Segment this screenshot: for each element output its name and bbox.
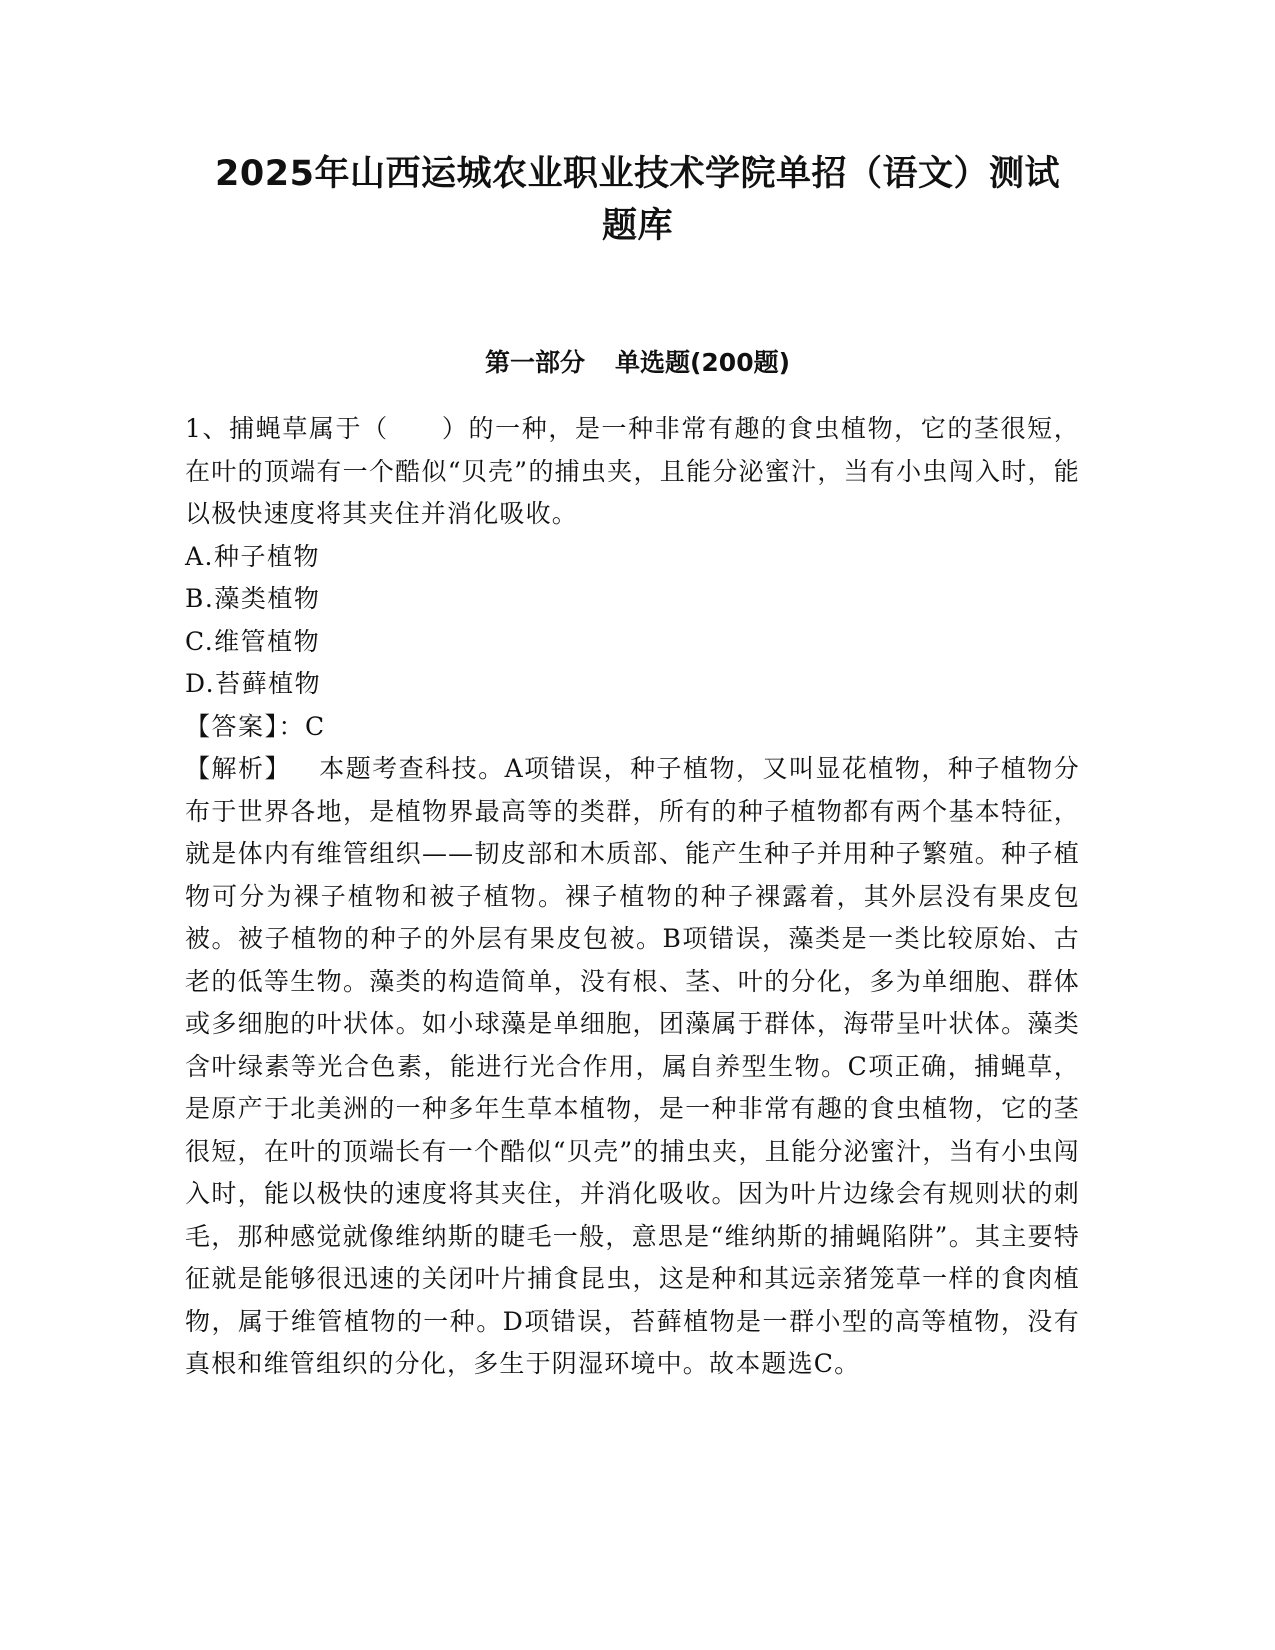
answer-options [185,536,1080,706]
document-title-line-2: 题库 [601,206,673,246]
option-a: A.种子植物 [185,541,321,571]
section-name: 单选题(200题) [614,348,791,377]
option-d: D.苔藓植物 [185,669,322,698]
section-heading [150,346,1125,380]
section-part-label: 第一部分 [484,348,585,377]
answer-label: 【答案】： [185,711,306,741]
analysis-paragraph [185,748,1080,1386]
answer-value: C [305,711,326,741]
option-c: C.维管植物 [185,626,321,656]
option-b: B.藻类植物 [185,584,321,613]
document-title-line-1: 2025年山西运城农业职业技术学院单招（语文）测试 [215,154,1060,194]
question-stem: 1、捕蝇草属于（ ）的一种，是一种非常有趣的食虫植物，它的茎很短，在叶的顶端有一个酷似“贝壳”的捕虫夹，且能分泌蜜汁，当有小虫闯入时，能以极快速度将其夹住并消化吸收。 [185,414,1080,528]
question-block [185,408,1080,1386]
analysis-label: 【解析】 [185,754,291,783]
document-title [150,148,1125,252]
answer-line [185,706,1080,749]
analysis-text: 本题考查科技。A项错误，种子植物，又叫显花植物，种子植物分布于世界各地，是植物界最高等的类群，所有的种子植物都有两个基本特征，就是体内有维管组织——韧皮部和木质部、能产生种子并用种子繁殖。种子植物可分为裸子植物和被子植物。裸子植物的种子裸露着，其外层没有果皮包被。被子植物的种子的外层有果皮包被。B项错误，藻类是一类比较原始、古老的低等生物。藻类的构造简单，没有根、茎、叶的分化，多为单细胞、群体或多细胞的叶状体。如小球藻是单细胞，团藻属于群体，海带呈叶状体。藻类含叶绿素等光合色素，能进行光合作用，属自养型生物。C项正确，捕蝇草，是原产于北美洲的一种多年生草本植物，是一种非常有趣的食虫植物，它的茎很短，在叶的顶端长有一个酷似“贝壳”的捕虫夹，且能分泌蜜汁，当有小虫闯入时，能以极快的速度将其夹住，并消化吸收。因为叶片边缘会有规则状的刺毛，那种感觉就像维纳斯的睫毛一般，意思是“维纳斯的捕蝇陷阱”。其主要特征就是能够很迅速的关闭叶片捕食昆虫，这是种和其远亲猪笼草一样的食肉植物，属于维管植物的一种。D项错误，苔藓植物是一群小型的高等植物，没有真根和维管组织的分化，多生于阴湿环境中。故本题选C。 [185,754,1080,1378]
